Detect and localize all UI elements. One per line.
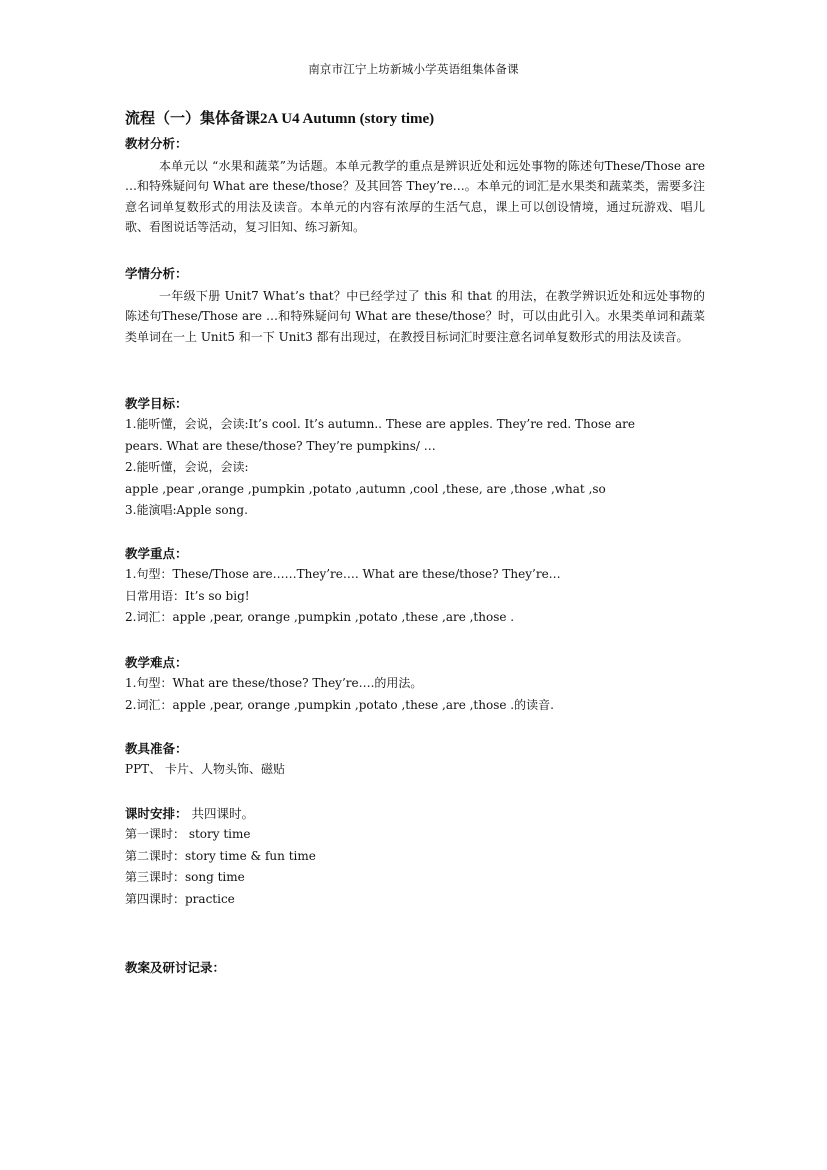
title-prefix: 流程（一）集体备课 bbox=[125, 109, 261, 127]
schedule-line: 第四课时：practice bbox=[125, 891, 235, 906]
key-points-line: 2.词汇：apple ,pear, orange ,pumpkin ,potato ,these ,are ,those . bbox=[125, 610, 515, 625]
schedule-heading-row bbox=[125, 804, 705, 824]
difficulties-heading: 教学难点： bbox=[125, 655, 188, 670]
textbook-analysis-section bbox=[125, 134, 705, 238]
objectives-line: apple ,pear ,orange ,pumpkin ,potato ,autumn ,cool ,these, are ,those ,what ,so bbox=[125, 481, 606, 496]
schedule-heading: 课时安排： bbox=[125, 806, 188, 821]
objectives-section bbox=[125, 394, 705, 522]
textbook-analysis-body: 本单元以 “水果和蔬菜”为话题。本单元教学的重点是辨识近处和远处事物的陈述句These/Those are …和特殊疑问句 What are these/those？及其回答 They’re…。本单元的词汇是水果类和蔬菜类，需要多注意名词单复数形式的用法及读音。本单元的内容有浓厚的生活气息，课上可以创设情境，通过玩游戏、唱儿歌、看图说话等活动，复习旧知、练习新知。 bbox=[125, 159, 705, 235]
key-points-line: 日常用语：It’s so big! bbox=[125, 588, 250, 603]
objectives-heading: 教学目标： bbox=[125, 396, 188, 411]
schedule-line: 第一课时： story time bbox=[125, 827, 251, 841]
title-english: 2A U4 Autumn (story time) bbox=[260, 111, 435, 127]
student-analysis-section bbox=[125, 264, 705, 347]
student-analysis-heading: 学情分析： bbox=[125, 266, 188, 281]
difficulties-line: 2.词汇：apple ,pear, orange ,pumpkin ,potato ,these ,are ,those .的读音. bbox=[125, 697, 554, 712]
key-points-section bbox=[125, 544, 705, 629]
textbook-analysis-heading: 教材分析： bbox=[125, 136, 188, 151]
objectives-line: pears. What are these/those? They’re pumpkins/ … bbox=[125, 438, 436, 453]
page-header: 南京市江宁上坊新城小学英语组集体备课 bbox=[308, 62, 519, 76]
schedule-heading-note: 共四课时。 bbox=[187, 806, 254, 821]
schedule-section bbox=[125, 804, 705, 910]
materials-heading: 教具准备： bbox=[125, 741, 188, 756]
schedule-line: 第三课时：song time bbox=[125, 870, 245, 885]
key-points-heading: 教学重点： bbox=[125, 546, 188, 561]
difficulties-line: 1.句型：What are these/those? They’re….的用法。 bbox=[125, 676, 423, 690]
records-section bbox=[125, 958, 705, 978]
student-analysis-body: 一年级下册 Unit7 What’s that？中已经学过了 this 和 that 的用法，在教学辨识近处和远处事物的陈述句These/Those are …和特殊疑问句 What are these/those？时，可以由此引入。水果类单词和蔬菜类单词在一上 Unit5 和一下 Unit3 都有出现过，在教授目标词汇时要注意名词单复数形式的用法及读音。 bbox=[125, 289, 705, 344]
records-heading: 教案及研讨记录： bbox=[125, 960, 226, 975]
materials-line: PPT、 卡片、人物头饰、磁贴 bbox=[125, 762, 285, 776]
schedule-line: 第二课时：story time & fun time bbox=[125, 848, 316, 863]
difficulties-section bbox=[125, 653, 705, 716]
materials-section bbox=[125, 739, 705, 781]
objectives-line: 2.能听懂，会说，会读: bbox=[125, 460, 249, 475]
objectives-line: 1.能听懂，会说，会读:It’s cool. It’s autumn.. These are apples. They’re red. Those are bbox=[125, 417, 636, 431]
document-title bbox=[125, 107, 434, 128]
objectives-line: 3.能演唱:Apple song. bbox=[125, 503, 248, 518]
key-points-line: 1.句型：These/Those are……They’re…. What are these/those? They’re… bbox=[125, 567, 561, 581]
